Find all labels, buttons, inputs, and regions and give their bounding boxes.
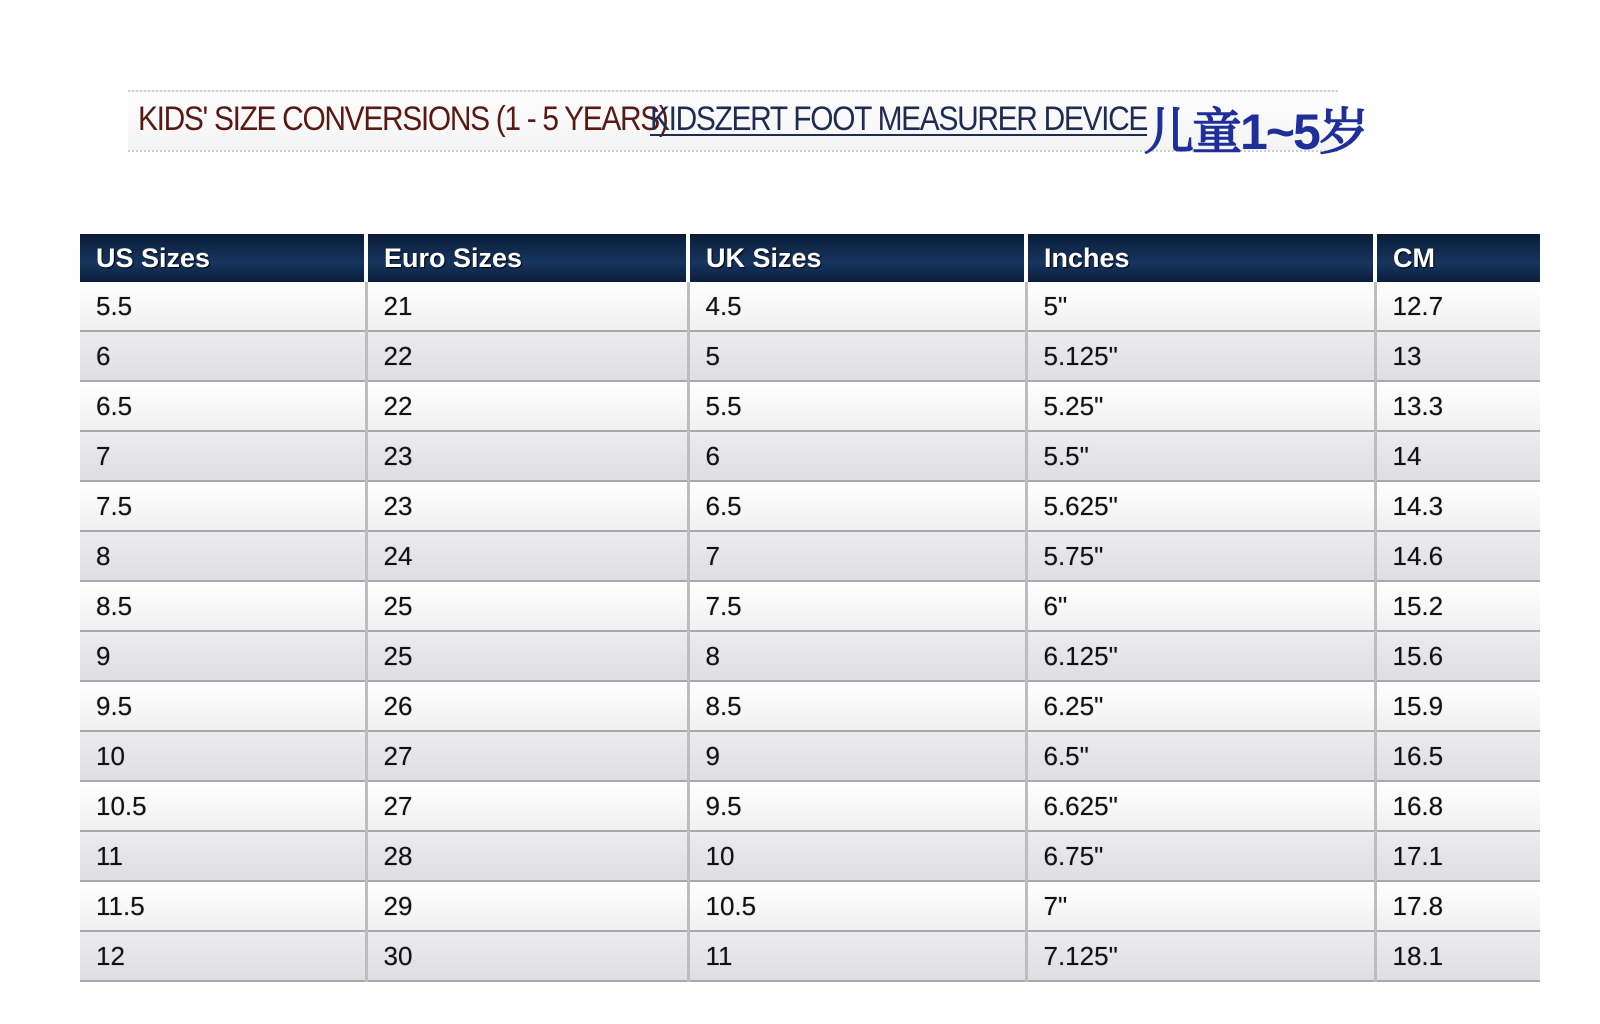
cell-us-size: 6 — [80, 331, 366, 381]
size-conversion-table — [80, 234, 1540, 982]
cell-inches: 7.125" — [1026, 931, 1375, 981]
cell-euro-size: 27 — [366, 731, 688, 781]
cell-cm: 15.2 — [1375, 581, 1540, 631]
cell-euro-size: 24 — [366, 531, 688, 581]
cell-euro-size: 23 — [366, 481, 688, 531]
cell-inches: 6.25" — [1026, 681, 1375, 731]
cell-inches: 6.125" — [1026, 631, 1375, 681]
cell-uk-size: 5.5 — [688, 381, 1026, 431]
cell-inches: 6" — [1026, 581, 1375, 631]
cell-inches: 5.5" — [1026, 431, 1375, 481]
cell-euro-size: 25 — [366, 581, 688, 631]
cell-uk-size: 8.5 — [688, 681, 1026, 731]
cell-inches: 5.625" — [1026, 481, 1375, 531]
cell-euro-size: 26 — [366, 681, 688, 731]
cell-euro-size: 23 — [366, 431, 688, 481]
cell-us-size: 8.5 — [80, 581, 366, 631]
cell-cm: 14 — [1375, 431, 1540, 481]
cell-cm: 17.8 — [1375, 881, 1540, 931]
cell-us-size: 7 — [80, 431, 366, 481]
cell-cm: 16.8 — [1375, 781, 1540, 831]
cell-us-size: 7.5 — [80, 481, 366, 531]
cell-uk-size: 6.5 — [688, 481, 1026, 531]
cell-us-size: 11 — [80, 831, 366, 881]
table-row — [80, 931, 1540, 981]
cell-euro-size: 22 — [366, 381, 688, 431]
cell-us-size: 6.5 — [80, 381, 366, 431]
cell-euro-size: 30 — [366, 931, 688, 981]
cell-uk-size: 9 — [688, 731, 1026, 781]
cell-uk-size: 4.5 — [688, 282, 1026, 331]
column-header-euro-size: Euro Sizes — [366, 234, 688, 282]
cell-euro-size: 28 — [366, 831, 688, 881]
table-row — [80, 531, 1540, 581]
table-row — [80, 731, 1540, 781]
cell-uk-size: 10 — [688, 831, 1026, 881]
cell-inches: 6.75" — [1026, 831, 1375, 881]
cell-uk-size: 7 — [688, 531, 1026, 581]
chinese-age-label: 儿童1~5岁 — [1144, 104, 1367, 160]
cell-us-size: 5.5 — [80, 282, 366, 331]
cell-us-size: 10 — [80, 731, 366, 781]
table-row — [80, 831, 1540, 881]
foot-measurer-link[interactable]: KIDSZERT FOOT MEASURER DEVICE — [650, 100, 1148, 138]
column-header-uk-size: UK Sizes — [688, 234, 1026, 282]
cell-euro-size: 22 — [366, 331, 688, 381]
cell-euro-size: 21 — [366, 282, 688, 331]
table-row — [80, 781, 1540, 831]
column-header-inches: Inches — [1026, 234, 1375, 282]
cell-uk-size: 9.5 — [688, 781, 1026, 831]
table-row — [80, 631, 1540, 681]
cell-inches: 6.5" — [1026, 731, 1375, 781]
cell-us-size: 11.5 — [80, 881, 366, 931]
cell-cm: 14.3 — [1375, 481, 1540, 531]
column-header-us-size: US Sizes — [80, 234, 366, 282]
table-header-row — [80, 234, 1540, 282]
cell-us-size: 12 — [80, 931, 366, 981]
cell-cm: 15.9 — [1375, 681, 1540, 731]
cell-inches: 5.125" — [1026, 331, 1375, 381]
cell-uk-size: 7.5 — [688, 581, 1026, 631]
cell-euro-size: 25 — [366, 631, 688, 681]
cell-cm: 16.5 — [1375, 731, 1540, 781]
cell-euro-size: 27 — [366, 781, 688, 831]
cell-cm: 13 — [1375, 331, 1540, 381]
table-row — [80, 431, 1540, 481]
cell-inches: 5.25" — [1026, 381, 1375, 431]
cell-uk-size: 11 — [688, 931, 1026, 981]
table-row — [80, 481, 1540, 531]
cell-us-size: 10.5 — [80, 781, 366, 831]
cell-inches: 7" — [1026, 881, 1375, 931]
table-body — [80, 282, 1540, 981]
cell-cm: 15.6 — [1375, 631, 1540, 681]
cell-inches: 5" — [1026, 282, 1375, 331]
table-row — [80, 681, 1540, 731]
cell-cm: 12.7 — [1375, 282, 1540, 331]
cell-inches: 5.75" — [1026, 531, 1375, 581]
cell-uk-size: 10.5 — [688, 881, 1026, 931]
cell-cm: 13.3 — [1375, 381, 1540, 431]
cell-uk-size: 6 — [688, 431, 1026, 481]
table-row — [80, 881, 1540, 931]
cell-inches: 6.625" — [1026, 781, 1375, 831]
cell-cm: 14.6 — [1375, 531, 1540, 581]
cell-cm: 17.1 — [1375, 831, 1540, 881]
cell-us-size: 9 — [80, 631, 366, 681]
cell-euro-size: 29 — [366, 881, 688, 931]
table-row — [80, 581, 1540, 631]
table-row — [80, 381, 1540, 431]
cell-cm: 18.1 — [1375, 931, 1540, 981]
cell-uk-size: 8 — [688, 631, 1026, 681]
table-row — [80, 282, 1540, 331]
cell-us-size: 9.5 — [80, 681, 366, 731]
column-header-cm: CM — [1375, 234, 1540, 282]
page-title: KIDS' SIZE CONVERSIONS (1 - 5 YEARS) — [138, 100, 668, 138]
table-row — [80, 331, 1540, 381]
cell-us-size: 8 — [80, 531, 366, 581]
title-banner — [128, 90, 1367, 160]
cell-uk-size: 5 — [688, 331, 1026, 381]
